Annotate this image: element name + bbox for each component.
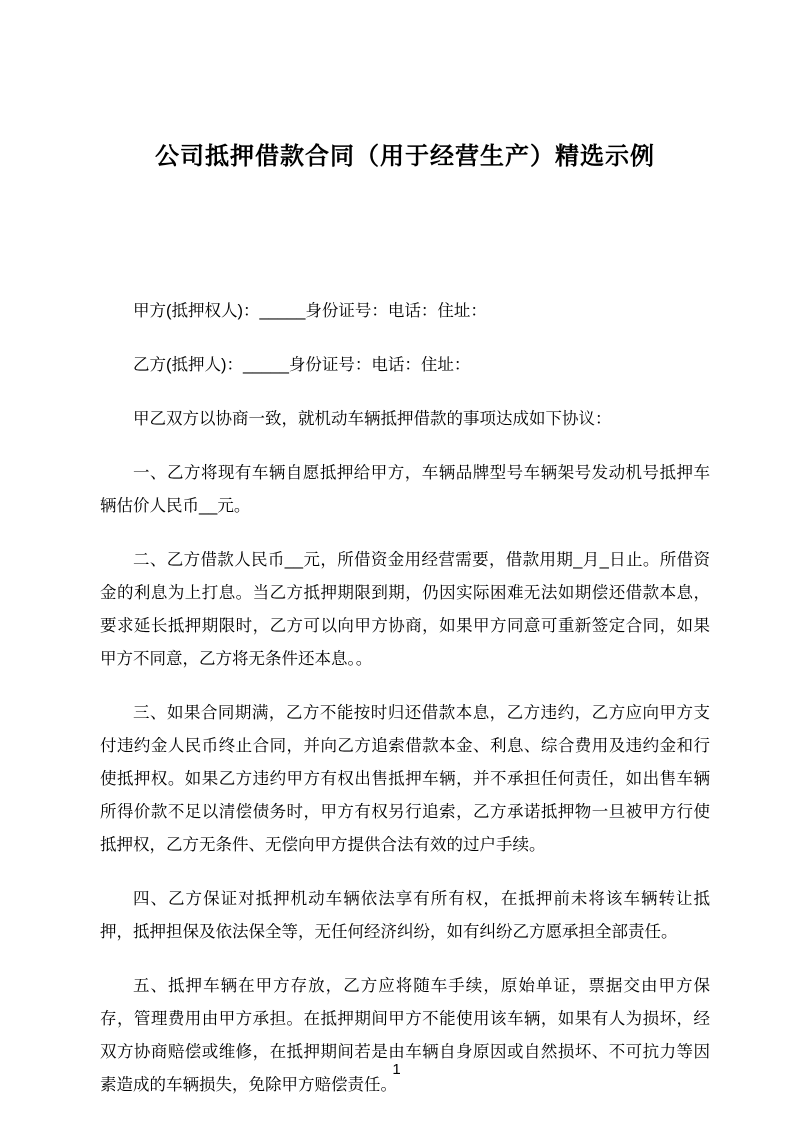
clause-3-paragraph: 三、如果合同期满，乙方不能按时归还借款本息，乙方违约，乙方应向甲方支付违约金人民币终止合同，并向乙方追索借款本金、利息、综合费用及违约金和行使抵押权。如果乙方违约甲方有权出售抵押车辆，并不承担任何责任，如出售车辆所得价款不足以清偿债务时，甲方有权另行追索，乙方承诺抵押物一旦被甲方行使抵押权，乙方无条件、无偿向甲方提供合法有效的过户手续。 <box>100 704 710 854</box>
clause-4-paragraph: 四、乙方保证对抵押机动车辆依法享有所有权，在抵押前未将该车辆转让抵押，抵押担保及依法保全等，无任何经济纠纷，如有纠纷乙方愿承担全部责任。 <box>100 890 710 941</box>
document-title: 公司抵押借款合同（用于经营生产）精选示例 <box>155 143 655 170</box>
page-number: 1 <box>392 1061 401 1078</box>
preamble-paragraph: 甲乙双方以协商一致，就机动车辆抵押借款的事项达成如下协议： <box>133 410 612 428</box>
party-b-line: 乙方(抵押人)：_____身份证号：电话：住址： <box>133 356 471 374</box>
clause-1-paragraph: 一、乙方将现有车辆自愿抵押给甲方，车辆品牌型号车辆架号发动机号抵押车辆估价人民币__元。 <box>100 464 710 515</box>
clause-2-paragraph: 二、乙方借款人民币__元，所借资金用经营需要，借款用期_月_日止。所借资金的利息为上打息。当乙方抵押期限到期，仍因实际困难无法如期偿还借款本息，要求延长抵押期限时，乙方可以向甲方协商，如果甲方同意可重新签定合同，如果甲方不同意，乙方将无条件还本息。。 <box>100 551 710 668</box>
clause-5-paragraph: 五、抵押车辆在甲方存放，乙方应将随车手续，原始单证，票据交由甲方保存，管理费用由甲方承担。在抵押期间甲方不能使用该车辆，如果有人为损坏，经双方协商赔偿或维修，在抵押期间若是由车辆自身原因或自然损坏、不可抗力等因素造成的车辆损失，免除甲方赔偿责任。 <box>100 977 710 1094</box>
party-a-line: 甲方(抵押权人)：_____身份证号：电话：住址： <box>133 302 487 320</box>
